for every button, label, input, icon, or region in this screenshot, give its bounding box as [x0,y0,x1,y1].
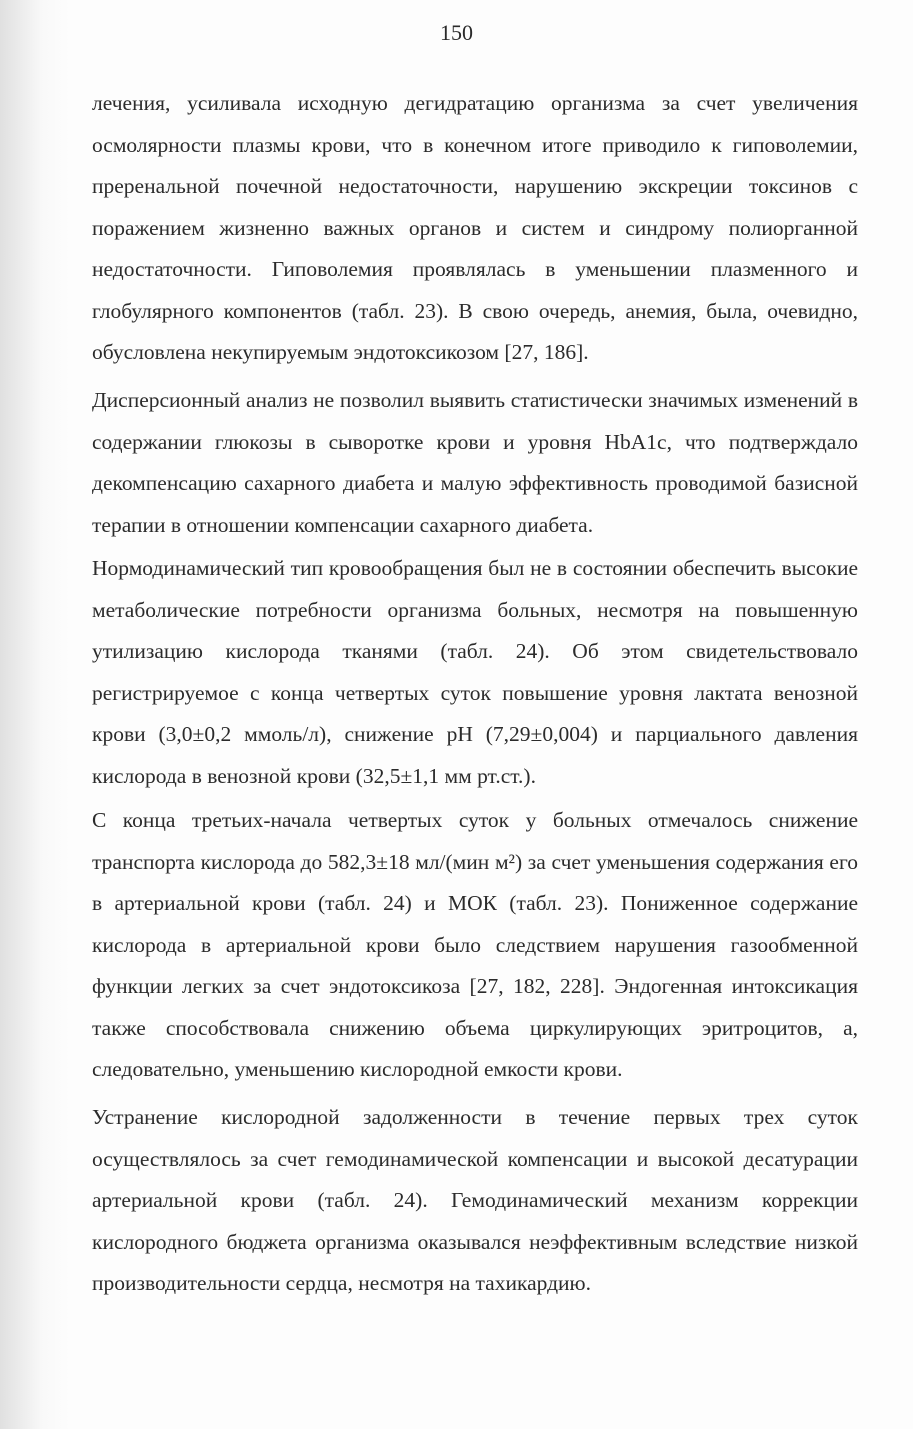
scan-edge-shadow [0,0,70,1429]
paragraph-1: лечения, усиливала исходную дегидратацию организма за счет увеличения осмолярности плазмы крови, что в конечном итоге приводило к гиповолемии, преренальной почечной недостаточности, нарушению экскреции токсинов с поражением жизненно важных органов и систем и синдрому полиорганной недостаточности. Гиповолемия проявлялась в уменьшении плазменного и глобулярного компонентов (табл. 23). В свою очередь, анемия, была, очевидно, обусловлена некупируемым эндотоксикозом [27, 186]. [92,91,858,364]
page-number: 150 [440,20,473,45]
paragraph-2: Дисперсионный анализ не позволил выявить статистически значимых изменений в содержании глюкозы в сыворотке крови и уровня HbA1c, что подтверждало декомпенсацию сахарного диабета и малую эффективность проводимой базисной терапии в отношении компенсации сахарного диабета. [92,388,858,537]
paragraph-4: С конца третьих-начала четвертых суток у больных отмечалось снижение транспорта кислорода до 582,3±18 мл/(мин м²) за счет уменьшения содержания его в артериальной крови (табл. 24) и МОК (табл. 23). Пониженное содержание кислорода в артериальной крови было следствием нарушения газообменной функции легких за счет эндотоксикоза [27, 182, 228]. Эндогенная интоксикация также способствовала снижению объема циркулирующих эритроцитов, а, следовательно, уменьшению кислородной емкости крови. [92,808,858,1081]
paragraph-3: Нормодинамический тип кровообращения был не в состоянии обеспечить высокие метаболические потребности организма больных, несмотря на повышенную утилизацию кислорода тканями (табл. 24). Об этом свидетельствовало регистрируемое с конца четвертых суток повышение уровня лактата венозной крови (3,0±0,2 ммоль/л), снижение pH (7,29±0,004) и парциального давления кислорода в венозной крови (32,5±1,1 мм рт.ст.). [92,556,858,788]
paragraph-5: Устранение кислородной задолженности в течение первых трех суток осуществлялось за счет гемодинамической компенсации и высокой десатурации артериальной крови (табл. 24). Гемодинамический механизм коррекции кислородного бюджета организма оказывался неэффективным вследствие низкой производительности сердца, несмотря на тахикардию. [92,1105,858,1295]
